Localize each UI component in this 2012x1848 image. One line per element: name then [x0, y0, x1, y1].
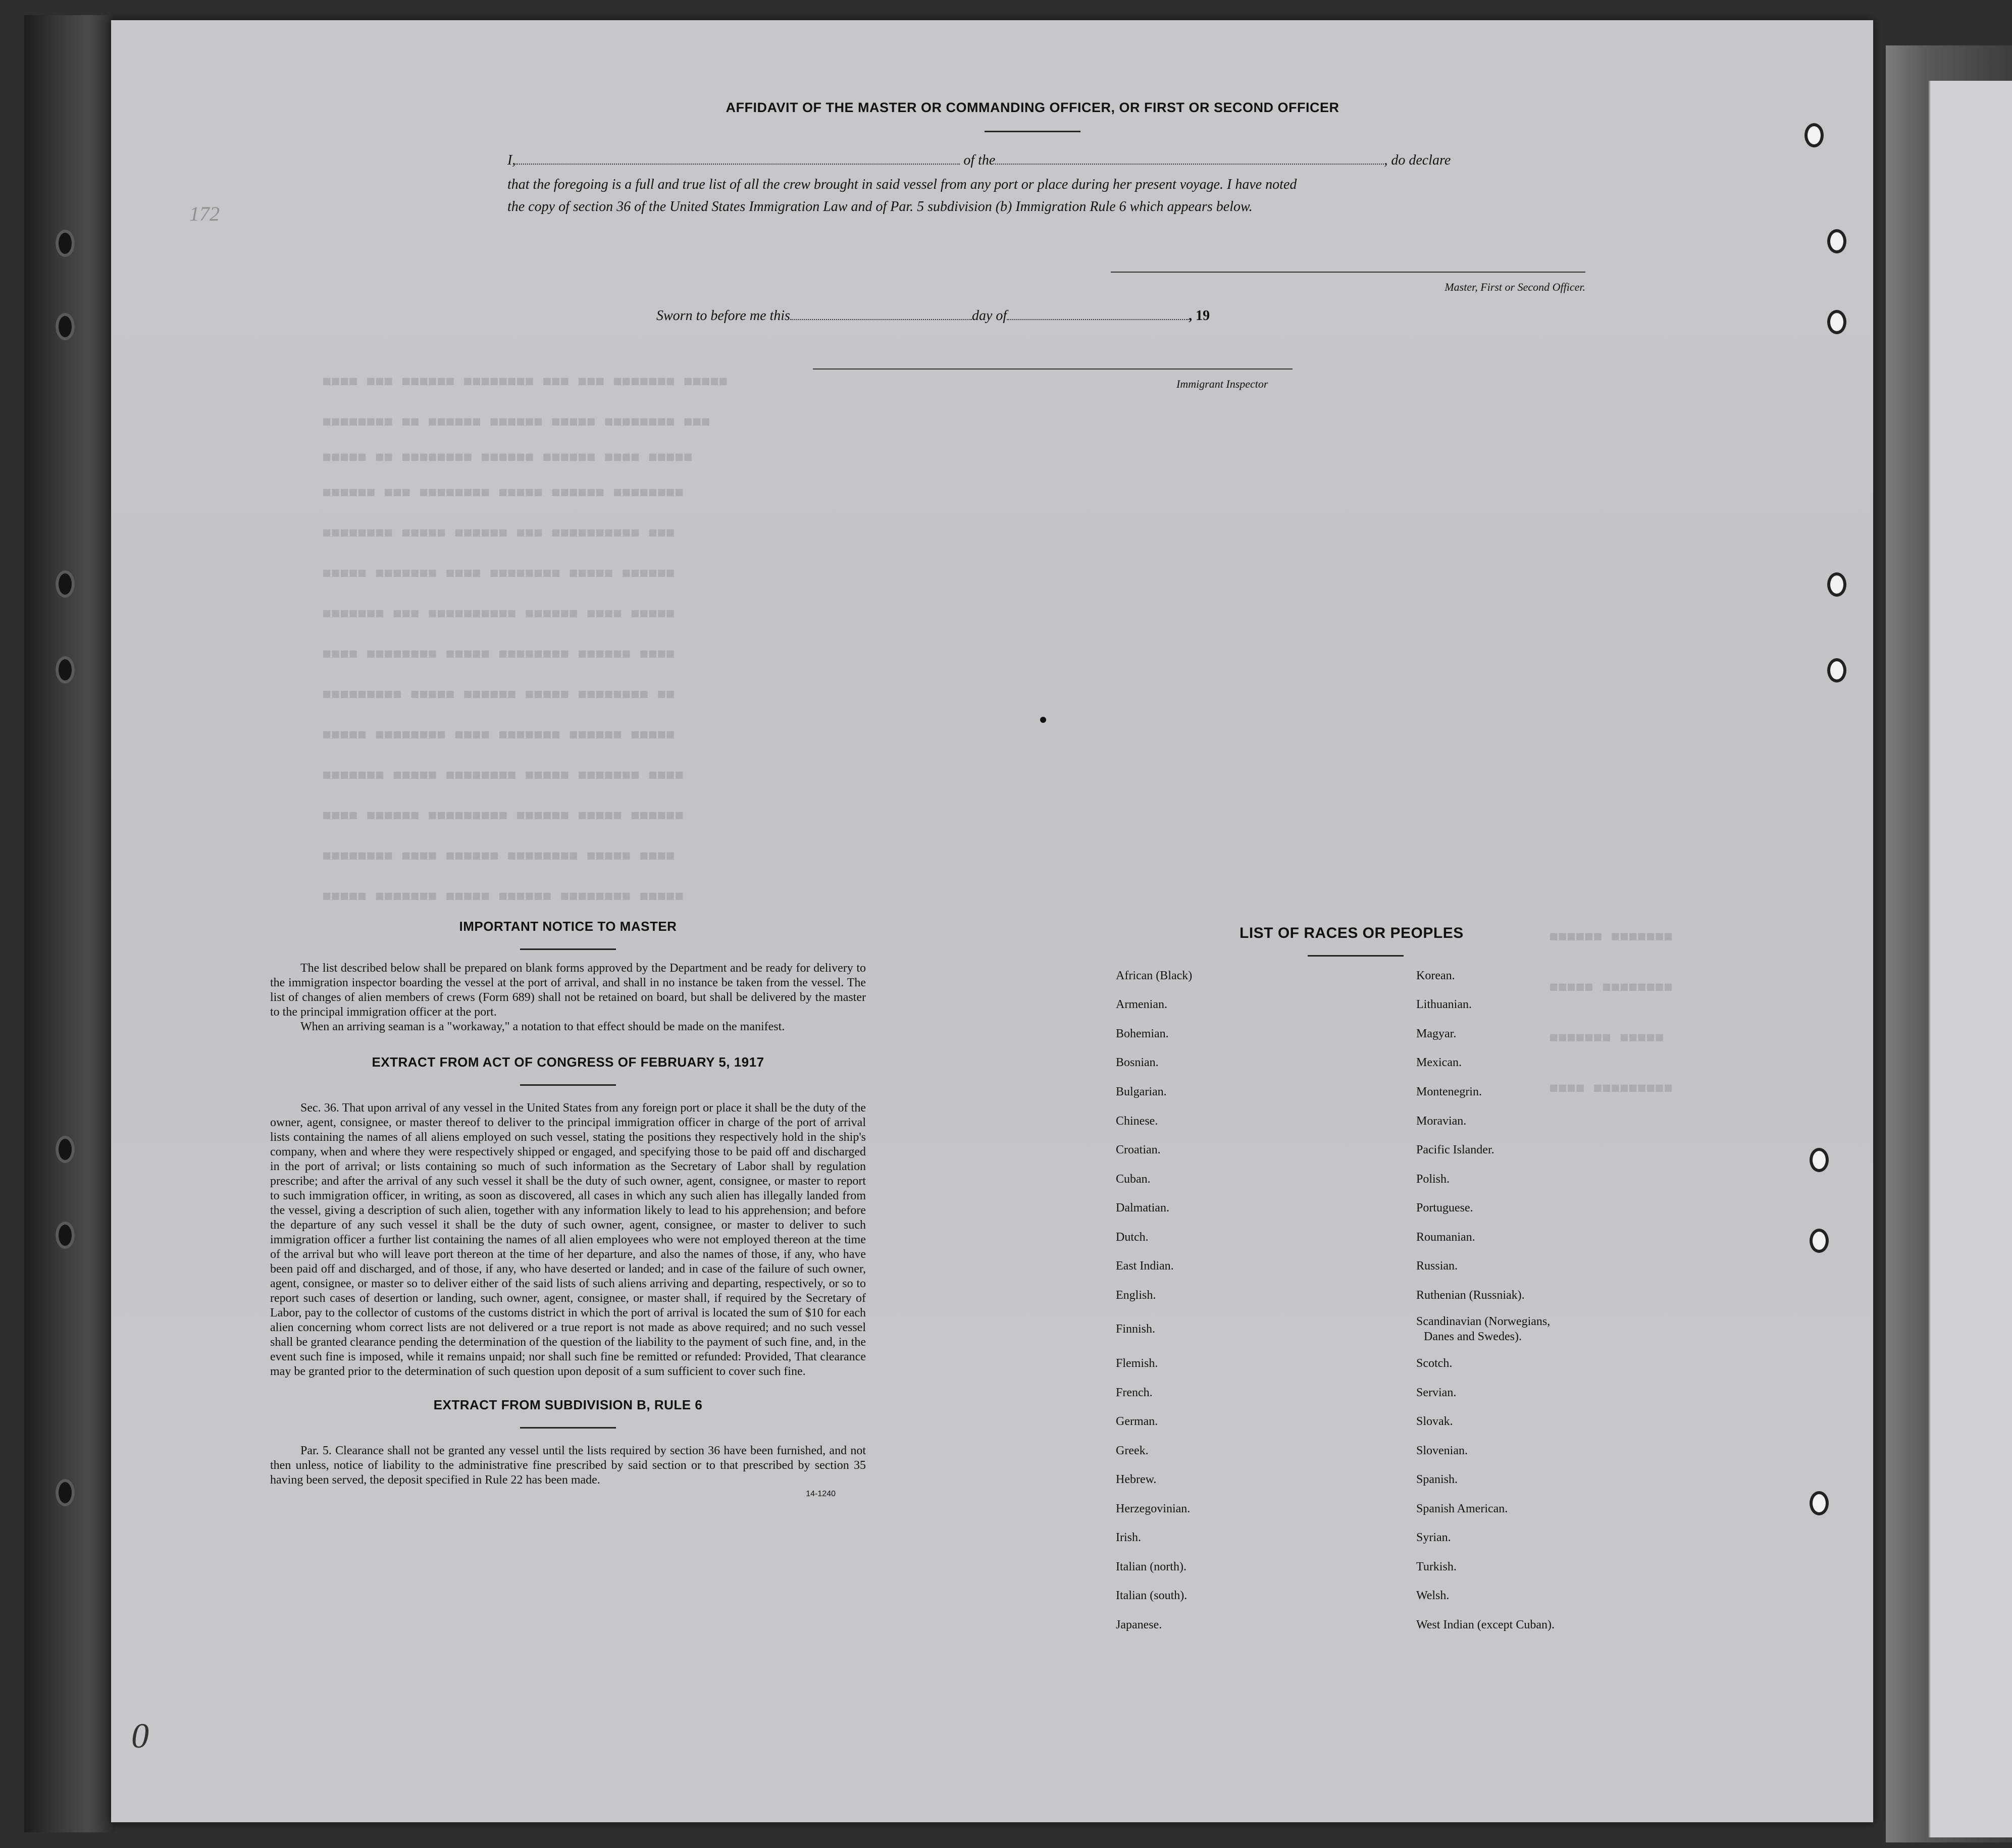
sworn-day-blank [790, 319, 972, 320]
race-item: Syrian. [1416, 1531, 1451, 1544]
punch-hole [1830, 313, 1843, 331]
race-item: Greek. [1116, 1444, 1149, 1457]
binding-strip [24, 15, 115, 1832]
race-item: Dutch. [1116, 1231, 1149, 1244]
notice-column [270, 919, 866, 1499]
race-item: Montenegrin. [1416, 1085, 1482, 1098]
race-item: Spanish. [1416, 1473, 1458, 1486]
race-item: Korean. [1416, 969, 1455, 982]
race-item: East Indian. [1116, 1259, 1174, 1273]
race-item: Slovenian. [1416, 1444, 1468, 1457]
affidavit-i: I, [507, 152, 516, 168]
race-item: Hebrew. [1116, 1473, 1157, 1486]
race-item: Polish. [1416, 1173, 1450, 1186]
race-item: Moravian. [1416, 1115, 1467, 1128]
day-of-label: day of [971, 308, 1007, 324]
race-item: Armenian. [1116, 998, 1167, 1011]
affidavit-declare: , do declare [1384, 152, 1451, 168]
race-item: Russian. [1416, 1259, 1458, 1273]
form-number: 14-1240 [806, 1490, 836, 1498]
margin-mark-bottom: 0 [131, 1717, 149, 1756]
race-item: Bohemian. [1116, 1027, 1169, 1040]
act-extract-text: Sec. 36. That upon arrival of any vessel in the United States from any foreign port or place it shall be the duty of the owner, agent, consignee, or master thereof to deliver to the principal immigration officer in charge of the port of arrival lists containing the names of all aliens employed on such vessel, stating the positions they respectively hold in the ship's company, when and where they were respectively shipped or engaged, and specifying those to be paid off and discharged in the port of arrival; or lists containing so much of such information as the Secretary of Labor shall by regulation prescribe; and after the arrival of any such vessel it shall be the duty of such owner, agent, consignee, or master to report to such immigration officer, in writing, as soon as discovered, all cases in which any such alien has illegally landed from the vessel, giving a description of such alien, together with any information likely to lead to his apprehension; and before the departure of any such vessel it shall be the duty of such owner, agent, consignee, or master to deliver to such immigration officer a further list containing the names of all alien employees who were not employed thereon at the time of the arrival but who will leave port thereon at the time of her departure, and also the names of those, if any, who have been paid off and discharged, and of those, if any, who have deserted or landed; and in case of the failure of such owner, agent, consignee, or master so to deliver either of the said lists of such aliens arriving and departing, respectively, or so to report such cases of desertion or landing, such owner, agent, consignee, or master shall, if required by the Secretary of Labor, pay to the collector of customs of the customs district in which the port of arrival is located the sum of $10 for each alien concerning whom correct lists are not delivered or a true report is not made as above required; and no such vessel shall be granted clearance pending the determination of the question of the liability to the payment of such fine, and, in the event such fine is imposed, while it remains unpaid; nor shall such fine be remitted or refunded: Provided, That clearance may be granted prior to the determination of such question upon deposit of a sum sufficient to cover such fine. [270, 1101, 866, 1378]
affidavit-title: AFFIDAVIT OF THE MASTER OR COMMANDING OFFICER, OR FIRST OR SECOND OFFICER [726, 100, 1339, 115]
punch-hole [1813, 1232, 1826, 1250]
sworn-label: Sworn to before me this [656, 308, 790, 324]
inspector-signature-line [813, 368, 1293, 369]
rule-extract-title: EXTRACT FROM SUBDIVISION B, RULE 6 [433, 1397, 703, 1412]
binder-hole [56, 313, 75, 340]
title-divider [985, 131, 1080, 132]
race-item: Italian (south). [1116, 1589, 1188, 1602]
race-item: Flemish. [1116, 1357, 1158, 1370]
race-item: Portuguese. [1416, 1201, 1473, 1215]
affidavit-line-2: that the foregoing is a full and true list of all the crew brought in said vessel from any port or place during her present voyage. I have noted [507, 177, 1297, 192]
race-item: West Indian (except Cuban). [1416, 1618, 1555, 1631]
rule-divider [520, 1427, 616, 1429]
master-signature-label: Master, First or Second Officer. [1444, 281, 1585, 293]
affidavit-line-3: the copy of section 36 of the United States Immigration Law and of Par. 5 subdivision (b) Immigration Rule 6 which appears below. [507, 199, 1253, 215]
race-item: Bulgarian. [1116, 1085, 1167, 1098]
race-item: Irish. [1116, 1531, 1141, 1544]
race-item: Herzegovinian. [1116, 1502, 1191, 1515]
race-item: Bosnian. [1116, 1056, 1159, 1069]
race-item: Turkish. [1416, 1560, 1457, 1573]
binder-hole [56, 1222, 75, 1249]
race-item: Slovak. [1416, 1415, 1453, 1428]
race-item: Croatian. [1116, 1143, 1161, 1156]
sworn-month-blank [1007, 319, 1189, 320]
master-signature-line [1111, 272, 1585, 273]
binder-hole [56, 230, 75, 257]
punch-hole [1813, 1494, 1826, 1512]
punch-hole [1808, 126, 1821, 144]
race-item: African (Black) [1116, 969, 1193, 982]
sworn-line [656, 308, 1210, 324]
race-item: Ruthenian (Russniak). [1416, 1289, 1525, 1302]
punch-hole [1813, 1151, 1826, 1169]
year-label: , 19 [1189, 308, 1210, 324]
name-blank [515, 164, 960, 165]
underlying-page-edge [1929, 81, 2012, 1837]
punch-hole [1830, 661, 1843, 679]
race-item: Scandinavian (Norwegians, [1416, 1315, 1551, 1328]
affidavit-of-the: of the [963, 152, 996, 168]
margin-mark-top: 172 [189, 202, 220, 225]
race-item: Roumanian. [1416, 1231, 1475, 1244]
race-item: Dalmatian. [1116, 1201, 1169, 1215]
race-item: French. [1116, 1386, 1153, 1399]
race-item: Italian (north). [1116, 1560, 1186, 1573]
act-divider [520, 1084, 616, 1086]
race-item: Finnish. [1116, 1323, 1156, 1336]
punch-hole [1830, 575, 1843, 594]
binder-hole [56, 570, 75, 598]
binder-hole [56, 656, 75, 683]
punch-hole [1830, 232, 1843, 250]
race-item: Japanese. [1116, 1618, 1162, 1631]
notice-paragraph-2: When an arriving seaman is a "workaway," a notation to that effect should be made on the manifest. [300, 1020, 785, 1033]
race-item: Scotch. [1416, 1357, 1453, 1370]
inspector-signature-label: Immigrant Inspector [1176, 378, 1268, 390]
races-title: LIST OF RACES OR PEOPLES [1240, 925, 1464, 941]
binder-hole [56, 1136, 75, 1163]
race-item: Chinese. [1116, 1115, 1158, 1128]
race-item: Spanish American. [1416, 1502, 1508, 1515]
binder-hole [56, 1479, 75, 1506]
race-item: Cuban. [1116, 1173, 1151, 1186]
vessel-blank [995, 164, 1384, 165]
race-item: Magyar. [1416, 1027, 1457, 1040]
race-item: English. [1116, 1289, 1156, 1302]
race-item: Danes and Swedes). [1424, 1330, 1522, 1343]
affidavit-section [465, 100, 1601, 390]
ink-dot [1040, 717, 1046, 723]
act-extract-title: EXTRACT FROM ACT OF CONGRESS OF FEBRUARY 5, 1917 [372, 1054, 764, 1070]
document-page: ■■■■ ■■■ ■■■■■■ ■■■■■■■■ ■■■ ■■■ ■■■■■■■ ■■■■■ ■■■■■■■■ ■■ ■■■■■■ ■■■■■■ ■■■■■ ■■■■■■■■ ■■■ ■■■■■ ■■ ■■■■■■■■ ■■■■■■ ■■■■■■ ■■■■ ■■■■■ ■■■■■■ ■■■ ■■■■■■■■ ■■■■■ ■■■■■■ ■■■■■■■■ ■■■■■■■■ ■■■■■ ■■■■■■ ■■■ ■■■■■■■■■■ ■■■ ■■■■■ ■■■■■■■ ■■■■ ■■■■■■■■ ■■■■■ ■■■■■■ ■■■■■■■ ■■■ ■■■■■■■■■■ ■■■■■■ ■■■■ ■■■■■ ■■■■ ■■■■■■■■ ■■■■■ ■■■■■■■■ ■■■■■■ ■■■■ ■■■■■■■■■ ■■■■■ ■■■■■■ ■■■■■ ■■■■■■■■ ■■ ■■■■■ ■■■■■■■■ ■■■■ ■■■■■■■ ■■■■■■ ■■■■■ ■■■■■■■ ■■■■■ ■■■■■■■■ ■■■■■ ■■■■■■■ ■■■■ ■■■■ ■■■■■■ ■■■■■■■■■ ■■■■■■ ■■■■■ ■■■■■■ ■■■■■■■■ ■■■■ ■■■■■■ ■■■■■■■■ ■■■■■ ■■■■ ■■■■■ ■■■■■■■ ■■■■■ ■■■■■■ ■■■■■■■■ ■■■■■ ■■■■■■ ■■■■■■■ ■■■■■ ■■■■■■■■ ■■■■■■■ ■■■■■ ■■■■ ■■■■■■■■■ 172 0 AFFIDAVIT OF THE MASTER OR COMMANDING OFFICER, OR FIRST OR SECOND OFFICER I, of the , do declare that the foregoing is a full and true list of all the crew brought in said vessel from any port or place during her present voyage. I have noted the copy of section 36 of the United States Immigration Law and of Par. 5 subdivision (b) Immigration Rule 6 which appears below. Master, First or Second Officer. Sworn to before me this day of , 19 Immigrant Inspector IMPORTANT NOTICE TO MASTER The list described below shall be prepared on blank forms approved by the Department and be ready for delivery to the immigration inspector boarding the vessel at the port of arrival, and shall in no instance be taken from the vessel. The list of changes of alien members of crews (Form 689) shall not be retained on board, but shall be delivered by the master to the principal immigration officer at the port. When an arriving seaman is a "workaway," a notation to that effect should be made on the manifest. EXTRACT FROM ACT OF CONGRESS OF FEBRUARY 5, 1917 Sec. 36. That upon arrival of any vessel in the United States from any foreign port or place it shall be the duty of the owner, agent, consignee, or master thereof to deliver to the principal immigration officer in charge of the port of arrival lists containing the names of all aliens employed on such vessel, stating the positions they respectively hold in the ship's company, when and where they were respectively shipped or engaged, and specifying those to be paid off and discharged in the port of arrival; or lists containing so much of such information as the Secretary of Labor shall by regulation prescribe; and after the arrival of any such vessel it shall be the duty of such owner, agent, consignee, or master to report to such immigration officer, in writing, as soon as discovered, all cases in which any such alien has illegally landed from the vessel, giving a description of such alien, together with any information likely to lead to his apprehension; and before the departure of any such vessel it shall be the duty of such owner, agent, consignee, or master to deliver to such immigration officer a further list containing the names of all alien employees who were not employed thereon at the time of the arrival but who will leave port thereon at the time of her departure, and also the names of those, if any, who have been paid off and discharged, and of those, if any, who have deserted or landed; and in case of the failure of such owner, agent, consignee, or master so to deliver either of the said lists of such aliens arriving and departing, respectively, or so to report such cases of desertion or landing, such owner, agent, consignee, or master shall, if required by the Secretary of Labor, pay to the collector of customs of the customs district in which the port of arrival is located the sum of $10 for each alien concerning whom correct lists are not delivered or a true report is not made as above required; and no such vessel shall be granted clearance pending the determination of the question of the liability to the payment of such fine, and, in the event such fine is imposed, while it remains unpaid; nor shall such fine be remitted or refunded: Provided, That clearance may be granted prior to the determination of such question upon deposit of a sum sufficient to cover such fine. EXTRACT FROM SUBDIVISION B, RULE 6 Par. 5. Clearance shall not be granted any vessel until the lists required by section 36 have been furnished, and not then unless, notice of liability to the administrative fine prescribed by said section or to that prescribed by section 35 having been served, the deposit specified in Rule 22 has been made. 14-1240 LIST OF RACES OR PEOPLES African (Black) Armenian. Bohemian. Bosnian. Bulgarian. Chinese. Croatian. Cuban. Dalmatian. Dutch. East Indian. English. Finnish. Flemish. French. German. Greek. Hebrew. Herzegovinian. Irish. Italian (north). Italian (south). Japanese. Korean. Lithuanian. Magyar. Mexican. Montenegrin. Moravian. Pacific Islander. Polish. Portuguese. Roumanian. Russian. Ruthenian (Russniak). Scandinavian (Norwegians, Danes and Swedes). Scotch. Servian. Slovak. Slovenian. Spanish. Spanish American. Syrian. Turkish. Welsh. West Indian (except Cuban). [111, 20, 1873, 1822]
notice-divider [520, 948, 616, 950]
races-divider [1308, 955, 1404, 957]
race-item: Lithuanian. [1416, 998, 1472, 1011]
notice-title: IMPORTANT NOTICE TO MASTER [459, 919, 677, 934]
race-item: Pacific Islander. [1416, 1143, 1494, 1156]
affidavit-line-1 [465, 152, 1601, 171]
notice-paragraph-1: The list described below shall be prepared on blank forms approved by the Department and be ready for delivery to the immigration inspector boarding the vessel at the port of arrival, and shall in no instance be taken from the vessel. The list of changes of alien members of crews (Form 689) shall not be retained on board, but shall be delivered by the master to the principal immigration officer at the port. [270, 962, 866, 1019]
race-item: German. [1116, 1415, 1158, 1428]
rule-extract-text: Par. 5. Clearance shall not be granted any vessel until the lists required by section 36 have been furnished, and not then unless, notice of liability to the administrative fine prescribed by said section or to that prescribed by section 35 having been served, the deposit specified in Rule 22 has been made. [270, 1444, 866, 1487]
race-item: Mexican. [1416, 1056, 1462, 1069]
race-item: Welsh. [1416, 1589, 1450, 1602]
race-item: Servian. [1416, 1386, 1457, 1399]
